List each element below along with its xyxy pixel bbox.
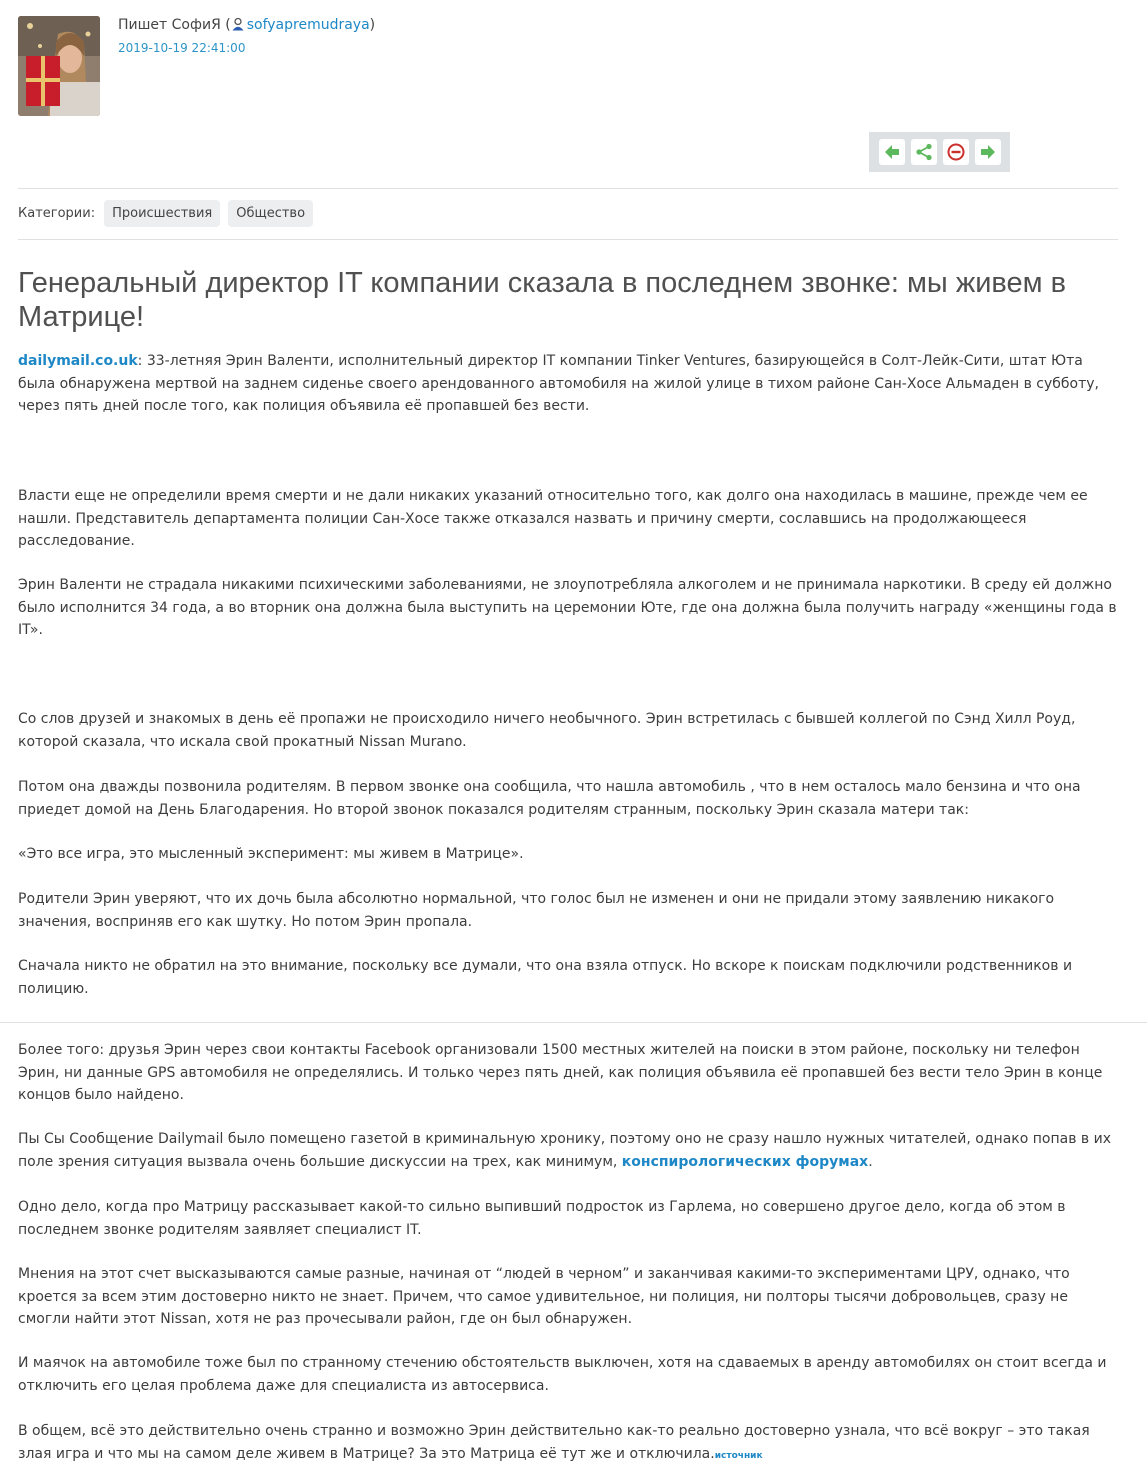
author-suffix: ) — [369, 17, 376, 33]
article-paragraph: Эрин Валенти не страдала никакими психическими заболеваниями, не злоупотребляла алкоголем и не принимала наркотики. В среду ей должно было исполнится 34 года, а во вторник она должна была выступить на церемонии Юте, где она должна была получить награду «женщины года в IT». — [18, 577, 1117, 638]
source-link[interactable]: источник — [714, 1450, 763, 1461]
paragraph-text: В общем, всё это действительно очень странно и возможно Эрин действительно как-то реально достоверно узнала, что всё вокруг – это такая злая игра и что мы на самом деле живем в Матрице? За это Матрица её тут же и отключила. — [18, 1423, 1090, 1462]
categories — [18, 200, 321, 227]
article-paragraph — [18, 1128, 1118, 1173]
author-handle-link[interactable]: sofyapremudraya — [246, 17, 370, 33]
category-tag-incidents[interactable]: Происшествия — [104, 200, 220, 227]
article-title: Генеральный директор IT компании сказала в последнем звонке: мы живем в Матрице! — [18, 267, 1067, 333]
source-site-link[interactable]: dailymail.co.uk — [18, 353, 138, 369]
prev-post-button[interactable] — [879, 139, 905, 165]
article-paragraph: Власти еще не определили время смерти и не дали никаких указаний относительно того, как долго она находилась в машине, прежде чем ее нашли. Представитель департамента полиции Сан-Хосе также отказался назвать и причину смерти, сославшись на продолжающееся расследование. — [18, 488, 1088, 549]
block-button[interactable] — [943, 139, 969, 165]
share-icon — [915, 143, 933, 161]
article-paragraph — [18, 1420, 1118, 1467]
no-entry-icon — [947, 143, 965, 161]
avatar[interactable] — [18, 16, 100, 116]
next-post-button[interactable] — [975, 139, 1001, 165]
paragraph-text: : 33-летняя Эрин Валенти, исполнительный директор IT компании Tinker Ventures, базирующейся в Солт-Лейк-Сити, штат Юта была обнаружена мертвой на заднем сиденье своего арендованного автомобиля на жилой улице в тихом районе Сан-Хосе Альмаден в субботу, через пять дней после того, как полиция объявила её пропавшей без вести. — [18, 353, 1100, 414]
article-paragraph: Сначала никто не обратил на это внимание, поскольку все думали, что она взяла отпуск. Но вскоре к поискам подключили родственников и полицию. — [18, 958, 1073, 997]
article-paragraph: Мнения на этот счет высказываются самые разные, начиная от “людей в черном” и заканчивая какими-то экспериментами ЦРУ, однако, что кроется за всем этим достоверно никто не знает. Причем, что самое удивительное, ни полиция, ни полторы тысячи добровольцев, сразу не смогли найти этот Nissan, хотя не раз прочесывали район, где он был обнаружен. — [18, 1266, 1070, 1327]
divider-section — [0, 1022, 1147, 1023]
paragraph-text: Пы Сы Сообщение Dailymail было помещено газетой в криминальную хронику, поэтому оно не сразу нашло нужных читателей, однако попав в их поле зрения ситуация вызвала очень большие дискуссии на трех, как минимум, — [18, 1131, 1111, 1170]
article-paragraph: Родители Эрин уверяют, что их дочь была абсолютно нормальной, что голос был не изменен и они не придали этому заявлению никакого значения, восприняв его как шутку. Но потом Эрин пропала. — [18, 891, 1055, 930]
article-paragraph: Более того: друзья Эрин через свои контакты Facebook организовали 1500 местных жителей на поиски в этом районе, поскольку ни телефон Эрин, ни данные GPS автомобиля не определялись. И только через пять дней, как полиция объявила её пропавшей без вести тело Эрин в конце концов было найдено. — [18, 1042, 1103, 1103]
categories-label: Категории: — [18, 206, 96, 221]
article-paragraph — [18, 350, 1118, 418]
share-button[interactable] — [911, 139, 937, 165]
avatar-image — [18, 16, 100, 116]
author-prefix: Пишет СофиЯ ( — [118, 17, 231, 33]
post-date: 2019-10-19 22:41:00 — [118, 41, 246, 55]
category-tag-society[interactable]: Общество — [228, 200, 313, 227]
article-paragraph: И маячок на автомобиле тоже был по странному стечению обстоятельств выключен, хотя на сдаваемых в аренду автомобилях он стоит всегда и отключить его целая проблема даже для специалиста из автосервиса. — [18, 1355, 1107, 1394]
article-paragraph: Потом она дважды позвонила родителям. В первом звонке она сообщила, что нашла автомобиль , что в нем осталось мало бензина и что она приедет домой на День Благодарения. Но второй звонок показался родителям странным, поскольку Эрин сказала матери так: — [18, 779, 1081, 818]
article-paragraph: Со слов друзей и знакомых в день её пропажи не происходило ничего необычного. Эрин встретилась с бывшей коллегой по Сэнд Хилл Роуд, которой сказала, что искала свой прокатный Nissan Murano. — [18, 711, 1076, 750]
conspiracy-forums-link[interactable]: конспирологических форумах — [621, 1153, 869, 1170]
paragraph-end: . — [868, 1153, 873, 1170]
post-toolbar — [869, 132, 1010, 172]
article-paragraph: «Это все игра, это мысленный эксперимент: мы живем в Матрице». — [18, 846, 524, 862]
divider-categories — [18, 239, 1118, 240]
user-icon — [231, 17, 245, 31]
arrow-right-icon — [979, 143, 997, 161]
article-paragraph: Одно дело, когда про Матрицу рассказывает какой-то сильно выпивший подросток из Гарлема, но совершено другое дело, когда об этом в последнем звонке родителям заявляет специалист IT. — [18, 1199, 1066, 1238]
arrow-left-icon — [883, 143, 901, 161]
author-line — [118, 17, 375, 33]
divider-top — [18, 188, 1118, 189]
